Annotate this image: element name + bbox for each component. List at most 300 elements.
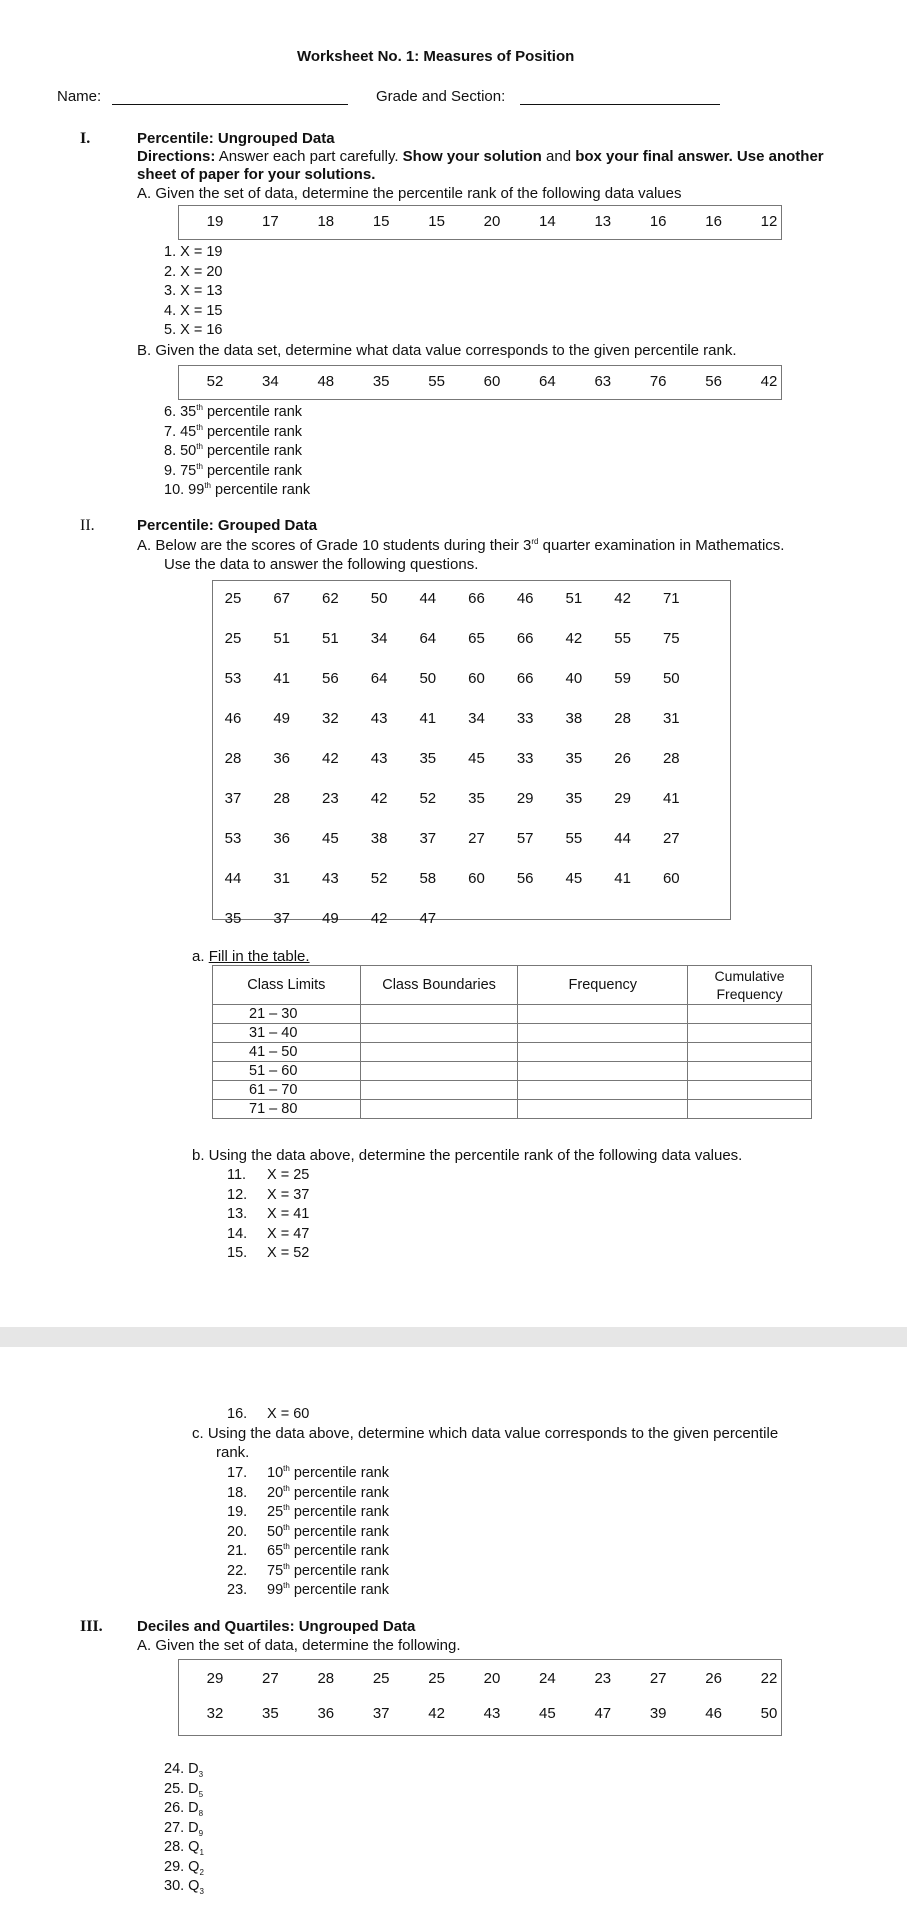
grade-section-label: Grade and Section:: [376, 88, 506, 105]
item-number: 29. Q: [164, 1858, 200, 1875]
frequency-cell: [518, 1081, 688, 1100]
score-value: 28: [224, 750, 242, 767]
item-value: 25: [267, 1504, 284, 1520]
score-value: 50: [662, 670, 680, 687]
item-ordinal: th: [283, 1483, 290, 1493]
item-number: 9. 75: [164, 462, 197, 479]
directions-bold-1: Show your solution: [402, 148, 542, 165]
part2-a-label-post: quarter examination in Mathematics.: [538, 537, 785, 554]
question-item: [164, 1799, 203, 1817]
data-value: 60: [483, 373, 501, 390]
cumulative-frequency-cell: [688, 1005, 812, 1024]
part3-data-row-1: [179, 1670, 781, 1688]
question-item: [227, 1205, 309, 1223]
part2-c-label: c. Using the data above, determine which data value corresponds to the given percentile: [192, 1425, 779, 1442]
score-value: 65: [468, 630, 485, 647]
score-value: 64: [419, 630, 437, 647]
score-value: 42: [370, 790, 388, 807]
item-number: 12.: [227, 1186, 248, 1203]
score-value: 56: [516, 870, 534, 887]
item-number: 7. 45: [164, 423, 197, 440]
item-text: X = 60: [267, 1406, 310, 1422]
question-item: [227, 1484, 389, 1502]
data-value: 76: [649, 373, 667, 390]
part1-a-label: A. Given the set of data, determine the percentile rank of the following data values: [137, 185, 682, 202]
part2-a-label-2: Use the data to answer the following questions.: [164, 556, 479, 573]
item-number: 23.: [227, 1582, 248, 1598]
question-item: 3. X = 13: [164, 283, 223, 299]
class-limit-cell: 51 – 60: [213, 1062, 361, 1081]
data-value: 63: [594, 373, 612, 390]
item-ordinal: th: [283, 1522, 290, 1532]
cumulative-frequency-cell: [688, 1100, 812, 1119]
score-value: 59: [614, 670, 631, 687]
item-number: 22.: [227, 1562, 248, 1579]
score-value: 45: [322, 830, 339, 847]
part2-a-label: [137, 537, 784, 555]
question-item: [164, 442, 302, 460]
directions-text-2: and: [541, 148, 576, 165]
grade-section-blank-line: [520, 104, 720, 105]
score-value: 34: [370, 630, 388, 647]
class-boundary-cell: [360, 1081, 518, 1100]
score-value: 33: [516, 710, 534, 727]
class-boundary-cell: [360, 1043, 518, 1062]
data-value: 20: [483, 213, 501, 230]
question-item: [164, 403, 302, 421]
score-value: 37: [273, 910, 291, 927]
score-value: 51: [273, 630, 291, 647]
score-value: 38: [370, 830, 388, 847]
part1-b-data-row: [179, 373, 781, 391]
score-value: 57: [516, 830, 534, 847]
score-value: 43: [322, 870, 339, 887]
item-number: 26. D: [164, 1800, 199, 1816]
score-value: 41: [614, 870, 631, 887]
table-row: [213, 1024, 812, 1043]
question-item: 2. X = 20: [164, 263, 223, 280]
item-number: 17.: [227, 1465, 248, 1481]
score-value: 51: [322, 630, 339, 647]
name-blank-line: [112, 104, 348, 105]
cumulative-frequency-cell: [688, 1043, 812, 1062]
item-value: 65: [267, 1543, 284, 1559]
score-value: 42: [614, 590, 631, 607]
data-value: 42: [428, 1705, 445, 1722]
score-value: 29: [516, 790, 534, 807]
part2-c-label-2: rank.: [216, 1444, 250, 1461]
directions-label: Directions:: [137, 148, 216, 165]
item-number: 14.: [227, 1225, 248, 1242]
item-text: X = 47: [267, 1225, 310, 1242]
score-value: 67: [273, 590, 291, 607]
item-number: 30. Q: [164, 1878, 200, 1894]
item-number: 28. Q: [164, 1839, 200, 1855]
score-value: 36: [273, 830, 291, 847]
score-value: 36: [273, 750, 291, 767]
score-value: 26: [614, 750, 631, 767]
part3-data-row-2: [179, 1705, 781, 1723]
data-value: 25: [372, 1670, 390, 1687]
item-ordinal: th: [204, 481, 211, 491]
score-value: 28: [662, 750, 680, 767]
score-value: 52: [370, 870, 388, 887]
score-value: 53: [224, 670, 242, 687]
score-value: 60: [468, 670, 485, 687]
score-value: 75: [662, 630, 680, 647]
item-value: 10: [267, 1465, 284, 1481]
frequency-cell: [518, 1024, 688, 1043]
item-number: 15.: [227, 1245, 248, 1261]
item-value: 50: [267, 1523, 284, 1540]
question-item: [164, 1760, 203, 1778]
class-limit-cell: 71 – 80: [213, 1100, 361, 1119]
score-value: 38: [565, 710, 583, 727]
score-value: 41: [273, 670, 291, 687]
data-value: 22: [760, 1670, 778, 1687]
item-text: percentile rank: [289, 1582, 389, 1598]
score-value: 55: [565, 830, 583, 847]
question-item: [164, 1819, 203, 1837]
item-number: 18.: [227, 1484, 248, 1501]
score-value: 42: [565, 630, 583, 647]
data-value: 34: [262, 373, 279, 390]
score-value: 49: [273, 710, 291, 727]
class-boundary-cell: [360, 1024, 518, 1043]
score-value: 46: [224, 710, 242, 727]
fill-table-label: [192, 948, 310, 966]
score-value: 33: [516, 750, 534, 767]
item-text: percentile rank: [289, 1484, 389, 1501]
item-ordinal: th: [283, 1561, 290, 1571]
part1-directions: [137, 148, 842, 184]
score-value: 34: [468, 710, 485, 727]
score-value: 60: [468, 870, 485, 887]
data-value: 50: [760, 1705, 778, 1722]
score-value: 66: [516, 630, 534, 647]
score-value: 49: [322, 910, 339, 927]
score-value: 31: [662, 710, 680, 727]
item-text: percentile rank: [202, 443, 303, 459]
directions-text-1: Answer each part carefully.: [215, 148, 403, 165]
data-value: 17: [262, 213, 279, 230]
score-value: 62: [322, 590, 339, 607]
data-value: 56: [705, 373, 722, 390]
frequency-cell: [518, 1100, 688, 1119]
score-value: 58: [419, 870, 437, 887]
item-number: 21.: [227, 1543, 248, 1559]
item-subscript: 9: [198, 1828, 204, 1838]
item-ordinal: th: [196, 403, 203, 413]
data-value: 36: [317, 1705, 335, 1722]
item-ordinal: th: [283, 1581, 290, 1591]
class-limit-cell: 21 – 30: [213, 1005, 361, 1024]
header-class-limits: Class Limits: [213, 966, 361, 1005]
frequency-table: [212, 965, 812, 1119]
item-number: 24. D: [164, 1761, 199, 1777]
score-value: 45: [468, 750, 485, 767]
score-value: 35: [224, 910, 242, 927]
part1-numeral: I.: [80, 130, 91, 147]
data-value: 48: [317, 373, 335, 390]
item-text: X = 52: [267, 1245, 310, 1261]
data-value: 15: [372, 213, 390, 230]
data-value: 25: [428, 1670, 445, 1687]
fill-table-text: Fill in the table.: [208, 948, 310, 965]
class-limit-cell: 41 – 50: [213, 1043, 361, 1062]
cumulative-frequency-cell: [688, 1081, 812, 1100]
data-value: 32: [206, 1705, 224, 1722]
score-value: 28: [614, 710, 631, 727]
question-item: [227, 1542, 389, 1560]
class-limit-cell: 61 – 70: [213, 1081, 361, 1100]
item-text: percentile rank: [202, 404, 303, 420]
data-value: 24: [539, 1670, 556, 1687]
item-ordinal: th: [283, 1503, 290, 1513]
score-value: 52: [419, 790, 437, 807]
item-number: 10. 99: [164, 482, 205, 498]
item-text: percentile rank: [289, 1562, 389, 1579]
question-item: 5. X = 16: [164, 322, 223, 338]
item-ordinal: th: [196, 422, 203, 432]
score-value: 32: [322, 710, 339, 727]
question-item: [164, 423, 302, 441]
item-subscript: 8: [198, 1808, 204, 1818]
item-text: percentile rank: [211, 482, 311, 498]
question-item: [227, 1581, 389, 1599]
class-boundary-cell: [360, 1100, 518, 1119]
data-value: 19: [206, 213, 224, 230]
item-ordinal: th: [196, 442, 203, 452]
part3-data-box: [178, 1659, 782, 1736]
item-value: 75: [267, 1562, 284, 1579]
data-value: 35: [372, 373, 390, 390]
part1-b-data-box: [178, 365, 782, 400]
item-ordinal: th: [283, 1542, 290, 1552]
part2-a-label-sup: rd: [531, 537, 539, 546]
score-value: 35: [468, 790, 485, 807]
data-value: 20: [483, 1670, 501, 1687]
data-value: 64: [539, 373, 556, 390]
score-value: 66: [516, 670, 534, 687]
question-item: [227, 1464, 389, 1482]
score-value: 35: [419, 750, 437, 767]
item-number: 16.: [227, 1406, 248, 1422]
item-number: 11.: [227, 1167, 247, 1183]
data-value: 23: [594, 1670, 612, 1687]
score-value: 42: [322, 750, 339, 767]
item-text: X = 37: [267, 1186, 310, 1203]
item-text: percentile rank: [202, 462, 303, 479]
question-item: [227, 1523, 389, 1541]
data-value: 43: [483, 1705, 501, 1722]
score-value: 28: [273, 790, 291, 807]
score-value: 27: [662, 830, 680, 847]
data-value: 47: [594, 1705, 612, 1722]
part2-b-label: b. Using the data above, determine the percentile rank of the following data values.: [192, 1147, 743, 1164]
score-value: 53: [224, 830, 242, 847]
score-value: 41: [662, 790, 680, 807]
part3-a-label: A. Given the set of data, determine the following.: [137, 1637, 461, 1654]
data-value: 46: [705, 1705, 722, 1722]
score-value: 25: [224, 590, 242, 607]
question-item: [164, 1780, 203, 1798]
score-value: 66: [468, 590, 485, 607]
item-number: 13.: [227, 1206, 248, 1222]
item-number: 6. 35: [164, 404, 197, 420]
data-value: 39: [649, 1705, 667, 1722]
item-text: percentile rank: [202, 423, 303, 440]
data-value: 26: [705, 1670, 722, 1687]
item-subscript: 2: [199, 1867, 204, 1877]
question-item: 4. X = 15: [164, 302, 223, 319]
table-row: [213, 1005, 812, 1024]
worksheet-page-2: [0, 1347, 907, 1909]
item-number: 27. D: [164, 1819, 199, 1836]
score-value: 50: [370, 590, 388, 607]
score-value: 45: [565, 870, 583, 887]
score-value: 47: [419, 910, 437, 927]
item-number: 19.: [227, 1504, 248, 1520]
item-text: percentile rank: [289, 1523, 389, 1540]
data-value: 29: [206, 1670, 224, 1687]
question-item: [227, 1562, 389, 1580]
data-value: 27: [262, 1670, 279, 1687]
question-item: [164, 1858, 204, 1876]
question-item: [164, 462, 302, 480]
header-frequency: Frequency: [518, 966, 688, 1005]
score-value: 71: [662, 590, 680, 607]
item-text: percentile rank: [289, 1465, 389, 1481]
frequency-cell: [518, 1005, 688, 1024]
question-item: [164, 481, 310, 499]
class-limit-cell: 31 – 40: [213, 1024, 361, 1043]
part2-a-label-pre: A. Below are the scores of Grade 10 students during their 3: [137, 537, 532, 554]
data-value: 14: [539, 213, 556, 230]
score-value: 44: [614, 830, 631, 847]
part1-a-data-box: [178, 205, 782, 240]
data-value: 16: [705, 213, 722, 230]
name-label: Name:: [57, 88, 102, 105]
part1-b-label: B. Given the data set, determine what data value corresponds to the given percentile rank.: [137, 342, 737, 359]
data-value: 15: [428, 213, 445, 230]
item-ordinal: th: [196, 461, 203, 471]
data-value: 52: [206, 373, 224, 390]
data-value: 42: [760, 373, 778, 390]
score-value: 29: [614, 790, 631, 807]
score-value: 64: [370, 670, 388, 687]
score-value: 43: [370, 710, 388, 727]
data-value: 12: [760, 213, 778, 230]
item-text: percentile rank: [289, 1504, 389, 1520]
table-row: [213, 1043, 812, 1062]
score-value: 35: [565, 790, 583, 807]
item-subscript: 5: [198, 1789, 204, 1799]
table-row: [213, 1062, 812, 1081]
score-value: 27: [468, 830, 485, 847]
part1-title: Percentile: Ungrouped Data: [137, 130, 335, 147]
part3-title: Deciles and Quartiles: Ungrouped Data: [137, 1618, 416, 1635]
header-cumulative-frequency: Cumulative Frequency: [688, 966, 812, 1005]
cumulative-frequency-cell: [688, 1024, 812, 1043]
score-value: 44: [224, 870, 242, 887]
data-value: 18: [317, 213, 335, 230]
question-item: [227, 1405, 309, 1423]
score-value: 50: [419, 670, 437, 687]
score-value: 37: [419, 830, 437, 847]
score-value: 25: [224, 630, 242, 647]
score-value: 43: [370, 750, 388, 767]
score-value: 31: [273, 870, 291, 887]
part3-numeral: III.: [80, 1618, 103, 1635]
score-value: 51: [565, 590, 583, 607]
data-value: 35: [262, 1705, 279, 1722]
frequency-cell: [518, 1062, 688, 1081]
part2-title: Percentile: Grouped Data: [137, 517, 318, 534]
data-value: 45: [539, 1705, 556, 1722]
question-item: [164, 1877, 204, 1895]
score-value: 55: [614, 630, 631, 647]
question-item: [227, 1225, 309, 1243]
fill-table-prefix: a.: [192, 948, 209, 965]
question-item: [227, 1503, 389, 1521]
question-item: 1. X = 19: [164, 244, 223, 260]
question-item: [227, 1166, 309, 1184]
frequency-cell: [518, 1043, 688, 1062]
item-number: 20.: [227, 1523, 248, 1540]
score-value: 44: [419, 590, 437, 607]
item-text: X = 41: [267, 1206, 310, 1222]
score-value: 23: [322, 790, 339, 807]
part2-numeral: II.: [80, 517, 95, 534]
item-subscript: 1: [199, 1847, 204, 1857]
item-value: 99: [267, 1582, 284, 1598]
class-boundary-cell: [360, 1005, 518, 1024]
item-number: 25. D: [164, 1780, 199, 1797]
score-value: 46: [516, 590, 534, 607]
item-subscript: 3: [199, 1886, 204, 1896]
data-value: 28: [317, 1670, 335, 1687]
item-number: 8. 50: [164, 443, 197, 459]
score-value: 60: [662, 870, 680, 887]
data-value: 55: [428, 373, 445, 390]
score-value: 56: [322, 670, 339, 687]
score-value: 37: [224, 790, 242, 807]
item-subscript: 3: [198, 1769, 204, 1779]
item-text: percentile rank: [289, 1543, 389, 1559]
data-value: 13: [594, 213, 612, 230]
table-row: [213, 1081, 812, 1100]
data-value: 16: [649, 213, 667, 230]
scores-data-box: [212, 580, 731, 927]
question-item: [227, 1186, 309, 1204]
item-text: X = 25: [267, 1167, 310, 1183]
table-row: [213, 1100, 812, 1119]
item-value: 20: [267, 1484, 284, 1501]
class-boundary-cell: [360, 1062, 518, 1081]
part1-a-data-row: [179, 213, 781, 231]
worksheet-title: Worksheet No. 1: Measures of Position: [297, 48, 575, 65]
header-class-boundaries: Class Boundaries: [360, 966, 518, 1005]
data-value: 37: [372, 1705, 390, 1722]
item-ordinal: th: [283, 1464, 290, 1474]
question-item: [227, 1244, 309, 1262]
score-value: 35: [565, 750, 583, 767]
cumulative-frequency-cell: [688, 1062, 812, 1081]
data-value: 27: [649, 1670, 667, 1687]
score-value: 41: [419, 710, 437, 727]
question-item: [164, 1838, 204, 1856]
